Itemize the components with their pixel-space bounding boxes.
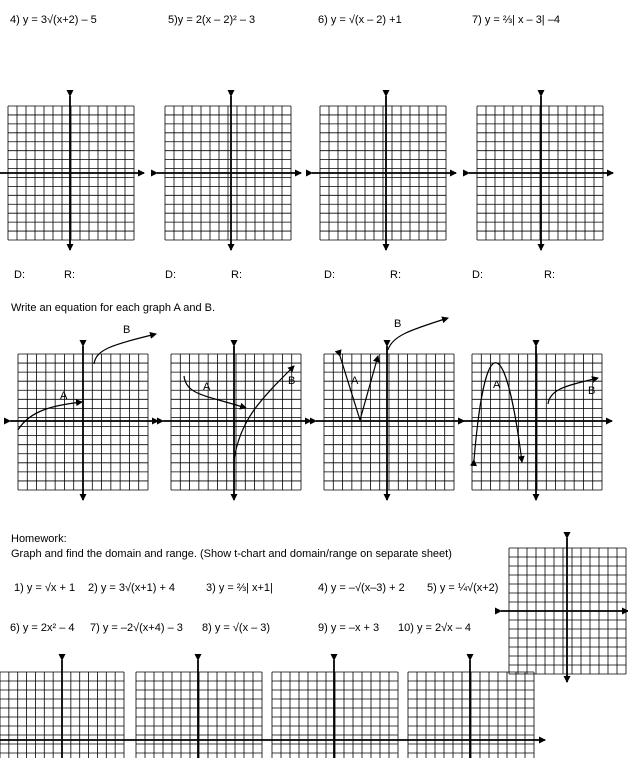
domain-label-4: D: [472, 269, 483, 281]
range-label-1: R: [64, 269, 75, 281]
write-equation-instruction: Write an equation for each graph A and B. [11, 302, 216, 314]
homework-eq-2: 2) y = 3√(x+1) + 4 [88, 582, 176, 594]
domain-label-1: D: [14, 269, 25, 281]
homework-eq-9: 9) y = –x + 3 [318, 622, 380, 634]
equation-grid-4 [472, 354, 602, 490]
homework-eq-6: 6) y = 2x² – 4 [10, 622, 75, 634]
graph3-label-b: B [394, 318, 402, 330]
homework-eq-3: 3) y = ⅔| x+1| [206, 582, 273, 594]
homework-grid-2 [136, 672, 262, 758]
graph4-label-a: A [493, 379, 501, 391]
graph2-label-a: A [203, 381, 211, 393]
homework-eq-10: 10) y = 2√x – 4 [398, 622, 471, 634]
homework-eq-7: 7) y = –2√(x+4) – 3 [90, 622, 183, 634]
graph2-curve-a [184, 376, 246, 408]
graph1-label-a: A [60, 390, 68, 402]
homework-grid-3 [272, 672, 398, 758]
equation-grid-2 [171, 354, 301, 490]
equation-7: 7) y = ⅔| x – 3| –4 [472, 14, 560, 26]
homework-eq-4: 4) y = –√(x–3) + 2 [318, 582, 405, 594]
graph2-label-b: B [288, 375, 296, 387]
range-label-4: R: [544, 269, 555, 281]
homework-eq-8: 8) y = √(x – 3) [202, 622, 271, 634]
range-label-2: R: [231, 269, 242, 281]
homework-grid-4 [408, 672, 534, 758]
homework-eq-1: 1) y = √x + 1 [14, 582, 76, 594]
domain-label-3: D: [324, 269, 335, 281]
homework-instructions: Graph and find the domain and range. (Show t-chart and domain/range on separate sheet) [11, 548, 452, 560]
homework-eq-5: 5) y = ¼√(x+2) [427, 582, 499, 594]
graph1-label-b: B [123, 324, 131, 336]
equation-grid-3 [324, 354, 454, 490]
graph3-label-a: A [351, 375, 359, 387]
equation-5: 5)y = 2(x – 2)² – 3 [168, 14, 256, 26]
equation-6: 6) y = √(x – 2) +1 [318, 14, 402, 26]
graph1-curve-b [94, 334, 156, 364]
graph4-label-b: B [588, 385, 596, 397]
range-label-3: R: [390, 269, 401, 281]
equation-4: 4) y = 3√(x+2) – 5 [10, 14, 97, 26]
graph3-curve-a [340, 356, 378, 420]
domain-label-2: D: [165, 269, 176, 281]
homework-title: Homework: [11, 533, 67, 545]
